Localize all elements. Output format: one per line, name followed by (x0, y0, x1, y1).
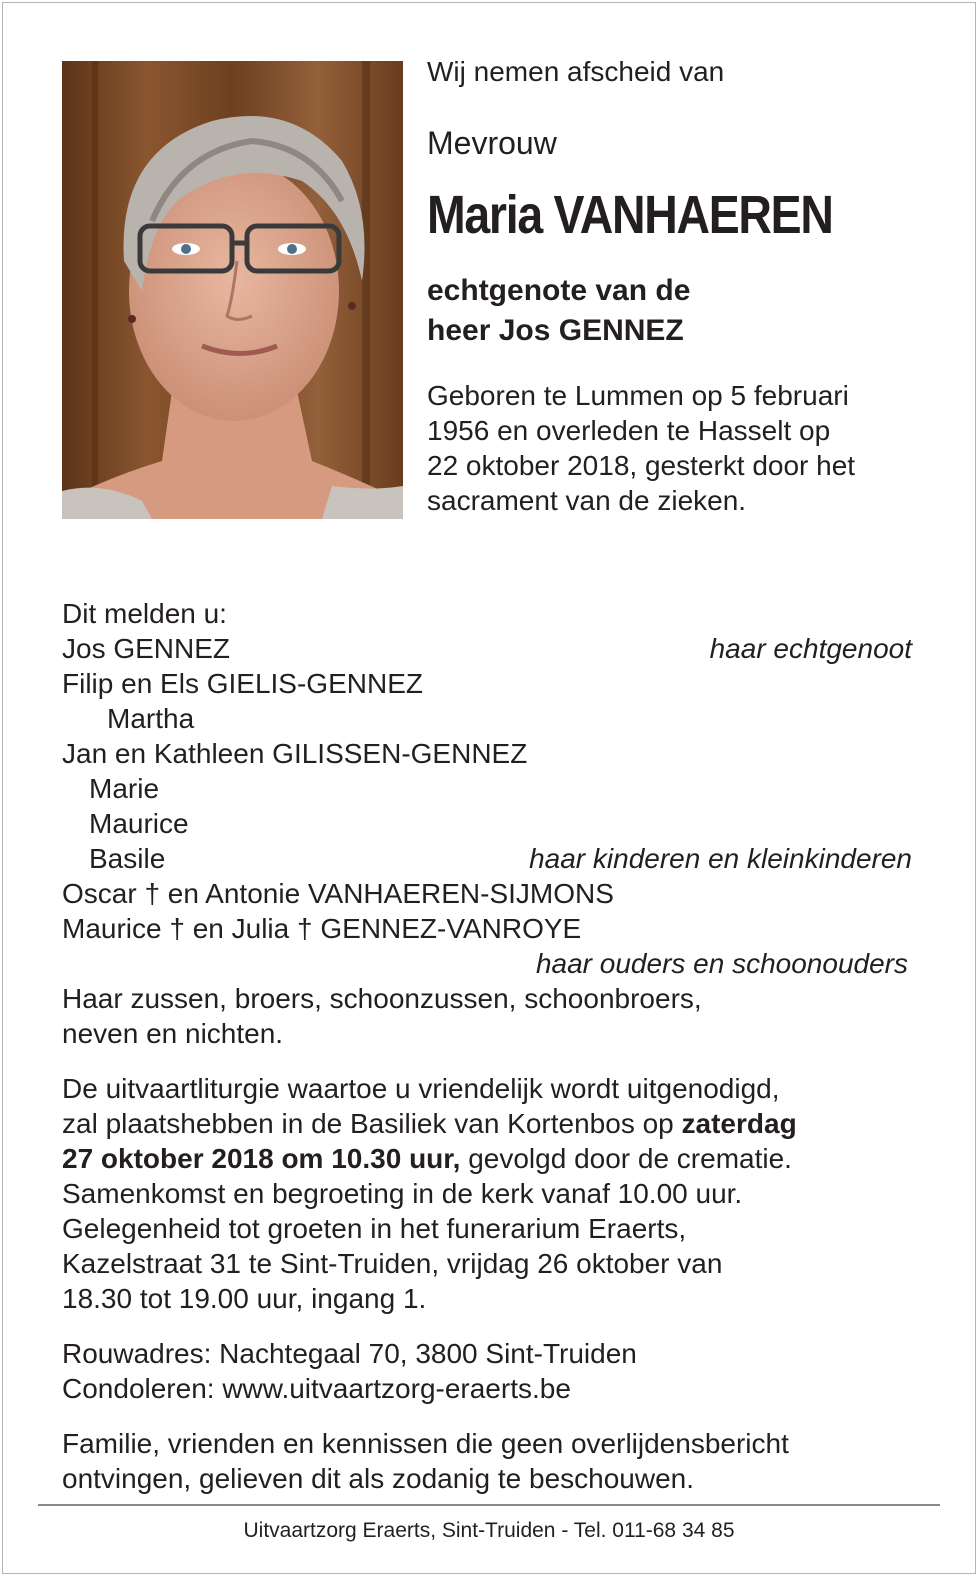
birth-death-info (427, 378, 947, 518)
mourner-name: Filip en Els GIELIS-GENNEZ (62, 668, 423, 699)
service-date-bold: zaterdag (681, 1108, 797, 1139)
intro-text: Wij nemen afscheid van (427, 56, 725, 87)
relation-label: haar kinderen en kleinkinderen (529, 843, 912, 874)
relation-label: haar echtgenoot (709, 633, 912, 664)
notice-line: Familie, vrienden en kennissen die geen overlijdensbericht (62, 1428, 789, 1459)
portrait-image (62, 61, 403, 519)
grandchild-name: Basile (89, 843, 166, 874)
service-line: Gelegenheid tot groeten in het funerarium Eraerts, (62, 1213, 687, 1244)
obituary-card (2, 2, 976, 1574)
portrait-photo (62, 61, 403, 519)
service-time-bold: 27 oktober 2018 om 10.30 uur, (62, 1143, 461, 1174)
honorific: Mevrouw (427, 125, 557, 161)
spouse-line-1: echtgenote van de (427, 274, 691, 307)
deceased-name: Maria VANHAEREN (427, 185, 833, 245)
service-line (62, 1106, 912, 1141)
mourner-name: Jos GENNEZ (62, 633, 231, 664)
birth-line: Geboren te Lummen op 5 februari (427, 380, 849, 411)
mourner-name: Oscar † en Antonie VANHAEREN-SIJMONS (62, 878, 614, 909)
contact-info (62, 1336, 912, 1406)
birth-line: sacrament van de zieken. (427, 485, 747, 516)
service-line: Samenkomst en begroeting in de kerk vanaf 10.00 uur. (62, 1178, 743, 1209)
grandchild-name: Martha (107, 703, 195, 734)
birth-line: 1956 en overleden te Hasselt op (427, 415, 831, 446)
funeral-home-footer: Uitvaartzorg Eraerts, Sint-Truiden - Tel. 011-68 34 85 (243, 1519, 735, 1542)
birth-line: 22 oktober 2018, gesterkt door het (427, 450, 856, 481)
service-line (62, 1141, 912, 1176)
spouse-info (427, 271, 947, 351)
notice-line: ontvingen, gelieven dit als zodanig te beschouwen. (62, 1463, 694, 1494)
mourners-intro: Dit melden u: (62, 598, 227, 629)
mourner-name: Jan en Kathleen GILISSEN-GENNEZ (62, 738, 528, 769)
spouse-line-2: heer Jos GENNEZ (427, 314, 684, 347)
service-line: De uitvaartliturgie waartoe u vriendelijk wordt uitgenodigd, (62, 1073, 780, 1104)
mourning-address: Rouwadres: Nachtegaal 70, 3800 Sint-Truiden (62, 1338, 637, 1369)
header-block (427, 53, 947, 518)
mourner-row-spouse (62, 631, 912, 666)
service-info (62, 1071, 912, 1316)
notice-info (62, 1426, 912, 1496)
mourners-others: Haar zussen, broers, schoonzussen, schoonbroers, (62, 983, 702, 1014)
footer-divider (38, 1504, 940, 1506)
grandchild-name: Maurice (89, 808, 189, 839)
service-line: Kazelstraat 31 te Sint-Truiden, vrijdag 26 oktober van (62, 1248, 723, 1279)
announcement-body (62, 596, 912, 1496)
service-text: gevolgd door de crematie. (460, 1143, 792, 1174)
mourner-row-children (62, 841, 912, 876)
grandchild-name: Marie (89, 773, 160, 804)
relation-label: haar ouders en schoonouders (535, 948, 908, 979)
service-text: zal plaatshebben in de Basiliek van Kortenbos op (62, 1108, 682, 1139)
mourners-others: neven en nichten. (62, 1018, 284, 1049)
mourner-name: Maurice † en Julia † GENNEZ-VANROYE (62, 913, 582, 944)
service-line: 18.30 tot 19.00 uur, ingang 1. (62, 1283, 427, 1314)
condolence-website[interactable]: Condoleren: www.uitvaartzorg-eraerts.be (62, 1373, 571, 1404)
